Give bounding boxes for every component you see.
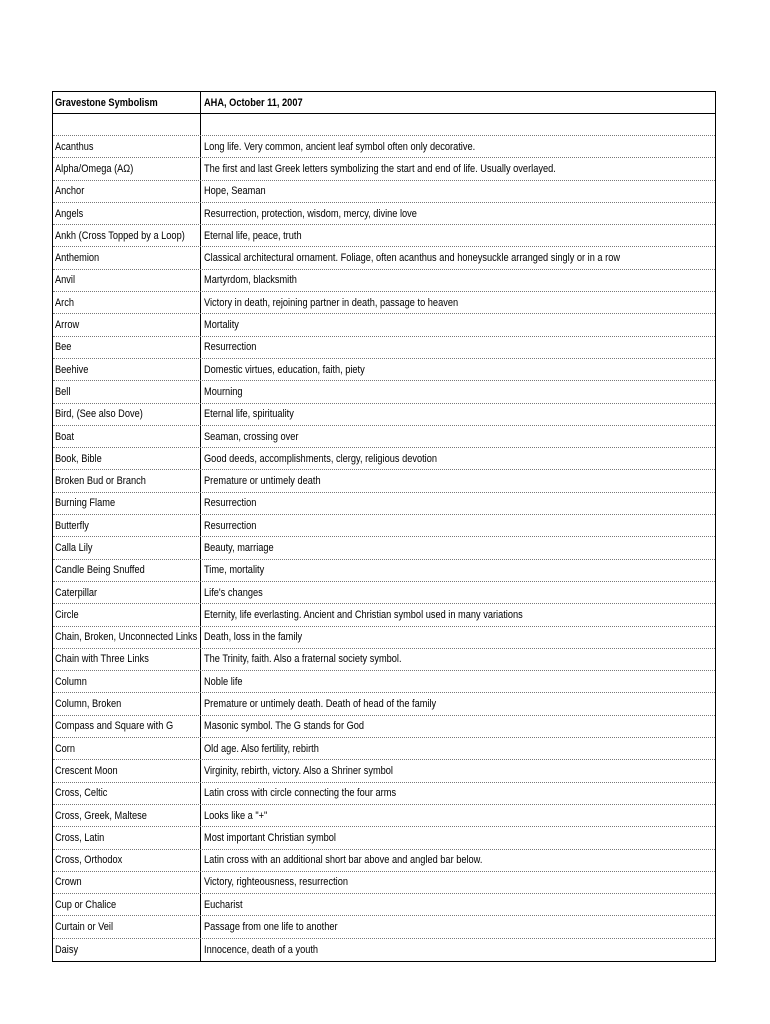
table-row	[53, 693, 715, 715]
symbol-text: Column, Broken	[55, 698, 122, 711]
table-row	[53, 582, 715, 604]
meaning-text: Death, loss in the family	[204, 631, 303, 644]
symbol-text: Beehive	[55, 363, 89, 376]
meaning-cell	[201, 493, 715, 514]
symbol-text: Curtain or Veil	[55, 921, 114, 934]
table-row	[53, 760, 715, 782]
meaning-text: Victory in death, rejoining partner in death, passage to heaven	[204, 296, 459, 309]
meaning-text: Time, mortality	[204, 564, 265, 577]
symbol-text: Anchor	[55, 185, 85, 198]
meaning-cell	[201, 827, 715, 848]
meaning-text: Life's changes	[204, 586, 263, 599]
meaning-cell	[201, 470, 715, 491]
meaning-cell	[201, 894, 715, 915]
meaning-cell	[201, 515, 715, 536]
header-meaning-text: AHA, October 11, 2007	[204, 96, 303, 109]
meaning-cell	[201, 560, 715, 581]
symbol-text: Corn	[55, 742, 76, 755]
symbol-text: Caterpillar	[55, 586, 98, 599]
meaning-text: Resurrection	[204, 497, 257, 510]
table-row	[53, 181, 715, 203]
symbol-cell	[53, 916, 201, 937]
meaning-text: Latin cross with circle connecting the four arms	[204, 787, 397, 800]
meaning-cell	[201, 292, 715, 313]
header-cell-meaning	[201, 92, 715, 113]
meaning-text: Virginity, rebirth, victory. Also a Shriner symbol	[204, 764, 393, 777]
table-row	[53, 337, 715, 359]
symbol-cell	[53, 805, 201, 826]
symbol-text: Circle	[55, 608, 79, 621]
symbol-cell	[53, 359, 201, 380]
table-row	[53, 136, 715, 158]
meaning-text: Good deeds, accomplishments, clergy, religious devotion	[204, 452, 438, 465]
table-row	[53, 314, 715, 336]
meaning-cell	[201, 448, 715, 469]
symbol-cell	[53, 760, 201, 781]
symbol-cell	[53, 314, 201, 335]
table-row	[53, 515, 715, 537]
meaning-text: Martyrdom, blacksmith	[204, 274, 297, 287]
symbol-text: Broken Bud or Branch	[55, 475, 146, 488]
meaning-cell	[201, 381, 715, 402]
meaning-text: Most important Christian symbol	[204, 831, 336, 844]
symbol-cell	[53, 627, 201, 648]
symbol-cell	[53, 872, 201, 893]
symbol-cell	[53, 203, 201, 224]
meaning-cell	[201, 270, 715, 291]
meaning-text: Beauty, marriage	[204, 541, 274, 554]
table-row	[53, 604, 715, 626]
symbol-cell	[53, 292, 201, 313]
meaning-text: Masonic symbol. The G stands for God	[204, 720, 365, 733]
table-row	[53, 805, 715, 827]
meaning-text: Premature or untimely death	[204, 475, 321, 488]
symbol-text: Cross, Latin	[55, 831, 105, 844]
symbol-cell	[53, 493, 201, 514]
meaning-text: Mourning	[204, 385, 243, 398]
symbol-cell	[53, 671, 201, 692]
symbol-cell	[53, 693, 201, 714]
meaning-cell	[201, 537, 715, 558]
meaning-text: Resurrection, protection, wisdom, mercy, divine love	[204, 207, 417, 220]
table-row	[53, 359, 715, 381]
header-cell-symbol	[53, 92, 201, 113]
symbol-cell	[53, 225, 201, 246]
table-row	[53, 270, 715, 292]
table-row	[53, 671, 715, 693]
meaning-cell	[201, 604, 715, 625]
symbol-cell	[53, 582, 201, 603]
symbol-text: Anvil	[55, 274, 76, 287]
meaning-text: Innocence, death of a youth	[204, 943, 319, 956]
table-row	[53, 247, 715, 269]
symbol-cell	[53, 158, 201, 179]
symbol-text: Arrow	[55, 319, 80, 332]
symbol-text: Anthemion	[55, 252, 100, 265]
symbol-text: Bird, (See also Dove)	[55, 408, 143, 421]
symbol-cell	[53, 381, 201, 402]
table-row	[53, 894, 715, 916]
symbol-text: Candle Being Snuffed	[55, 564, 145, 577]
table-row	[53, 470, 715, 492]
table-row	[53, 649, 715, 671]
table-row	[53, 827, 715, 849]
table-row	[53, 493, 715, 515]
meaning-cell	[201, 314, 715, 335]
meaning-cell	[201, 225, 715, 246]
meaning-text: Long life. Very common, ancient leaf symbol often only decorative.	[204, 140, 476, 153]
symbol-text: Butterfly	[55, 519, 89, 532]
meaning-cell	[201, 337, 715, 358]
meaning-text: Resurrection	[204, 341, 257, 354]
table-row	[53, 783, 715, 805]
meaning-text: Domestic virtues, education, faith, piety	[204, 363, 365, 376]
symbol-text: Cup or Chalice	[55, 898, 117, 911]
meaning-cell	[201, 627, 715, 648]
meaning-text: Old age. Also fertility, rebirth	[204, 742, 319, 755]
meaning-text: Victory, righteousness, resurrection	[204, 876, 348, 889]
table-row	[53, 939, 715, 961]
symbol-text: Cross, Greek, Maltese	[55, 809, 147, 822]
table-row	[53, 225, 715, 247]
meaning-cell	[201, 426, 715, 447]
meaning-text: Eternal life, spirituality	[204, 408, 294, 421]
table-row	[53, 627, 715, 649]
blank-cell-symbol	[53, 114, 201, 135]
meaning-text: Latin cross with an additional short bar above and angled bar below.	[204, 854, 483, 867]
symbol-cell	[53, 448, 201, 469]
symbol-cell	[53, 783, 201, 804]
meaning-text: Eucharist	[204, 898, 243, 911]
symbol-text: Column	[55, 675, 87, 688]
table-row	[53, 738, 715, 760]
table-row	[53, 292, 715, 314]
table-row	[53, 158, 715, 180]
symbol-text: Acanthus	[55, 140, 94, 153]
meaning-cell	[201, 136, 715, 157]
symbol-cell	[53, 515, 201, 536]
table-header-row	[53, 92, 715, 114]
meaning-text: Noble life	[204, 675, 243, 688]
meaning-cell	[201, 760, 715, 781]
symbol-text: Ankh (Cross Topped by a Loop)	[55, 229, 185, 242]
symbol-text: Arch	[55, 296, 75, 309]
meaning-text: Resurrection	[204, 519, 257, 532]
symbol-cell	[53, 738, 201, 759]
symbolism-table	[52, 91, 716, 962]
table-row	[53, 716, 715, 738]
meaning-cell	[201, 939, 715, 961]
symbol-text: Angels	[55, 207, 84, 220]
symbol-text: Chain with Three Links	[55, 653, 149, 666]
symbol-cell	[53, 939, 201, 961]
meaning-cell	[201, 693, 715, 714]
meaning-cell	[201, 247, 715, 268]
table-row	[53, 426, 715, 448]
symbol-cell	[53, 270, 201, 291]
meaning-cell	[201, 158, 715, 179]
blank-cell-meaning	[201, 114, 715, 135]
table-body	[53, 136, 715, 961]
symbol-text: Cross, Celtic	[55, 787, 108, 800]
symbol-text: Bee	[55, 341, 72, 354]
table-row	[53, 203, 715, 225]
header-symbol-text: Gravestone Symbolism	[55, 96, 158, 109]
symbol-text: Compass and Square with G	[55, 720, 174, 733]
meaning-cell	[201, 916, 715, 937]
symbol-text: Burning Flame	[55, 497, 116, 510]
symbol-cell	[53, 894, 201, 915]
symbol-text: Crown	[55, 876, 82, 889]
meaning-text: Seaman, crossing over	[204, 430, 299, 443]
symbol-cell	[53, 247, 201, 268]
symbol-text: Boat	[55, 430, 75, 443]
table-row	[53, 850, 715, 872]
meaning-text: Eternal life, peace, truth	[204, 229, 302, 242]
meaning-cell	[201, 359, 715, 380]
meaning-cell	[201, 649, 715, 670]
symbol-text: Book, Bible	[55, 452, 102, 465]
meaning-cell	[201, 738, 715, 759]
symbol-text: Chain, Broken, Unconnected Links	[55, 631, 198, 644]
symbol-cell	[53, 136, 201, 157]
symbol-cell	[53, 716, 201, 737]
meaning-cell	[201, 872, 715, 893]
symbol-text: Crescent Moon	[55, 764, 118, 777]
symbol-cell	[53, 337, 201, 358]
meaning-text: Passage from one life to another	[204, 921, 338, 934]
meaning-cell	[201, 805, 715, 826]
meaning-cell	[201, 181, 715, 202]
table-row	[53, 916, 715, 938]
table-row	[53, 404, 715, 426]
symbol-cell	[53, 537, 201, 558]
meaning-cell	[201, 404, 715, 425]
symbol-cell	[53, 850, 201, 871]
meaning-text: Eternity, life everlasting. Ancient and Christian symbol used in many variations	[204, 608, 523, 621]
symbol-cell	[53, 827, 201, 848]
meaning-text: The first and last Greek letters symbolizing the start and end of life. Usually overlayed.	[204, 162, 556, 175]
table-row	[53, 560, 715, 582]
symbol-text: Alpha/Omega (AΩ)	[55, 162, 134, 175]
symbol-text: Cross, Orthodox	[55, 854, 123, 867]
symbol-cell	[53, 649, 201, 670]
symbol-cell	[53, 604, 201, 625]
symbol-cell	[53, 560, 201, 581]
meaning-cell	[201, 716, 715, 737]
meaning-cell	[201, 582, 715, 603]
symbol-cell	[53, 426, 201, 447]
meaning-text: The Trinity, faith. Also a fraternal society symbol.	[204, 653, 402, 666]
blank-row	[53, 114, 715, 136]
table-row	[53, 381, 715, 403]
symbol-cell	[53, 470, 201, 491]
meaning-text: Mortality	[204, 319, 239, 332]
meaning-text: Classical architectural ornament. Foliage, often acanthus and honeysuckle arranged singly or in a row	[204, 252, 621, 265]
table-row	[53, 872, 715, 894]
symbol-text: Daisy	[55, 943, 79, 956]
meaning-text: Hope, Seaman	[204, 185, 266, 198]
table-row	[53, 448, 715, 470]
meaning-text: Premature or untimely death. Death of head of the family	[204, 698, 437, 711]
meaning-cell	[201, 203, 715, 224]
symbol-text: Bell	[55, 385, 71, 398]
meaning-text: Looks like a "+"	[204, 809, 268, 822]
symbol-cell	[53, 404, 201, 425]
symbol-text: Calla Lily	[55, 541, 93, 554]
meaning-cell	[201, 671, 715, 692]
meaning-cell	[201, 850, 715, 871]
symbol-cell	[53, 181, 201, 202]
meaning-cell	[201, 783, 715, 804]
table-row	[53, 537, 715, 559]
